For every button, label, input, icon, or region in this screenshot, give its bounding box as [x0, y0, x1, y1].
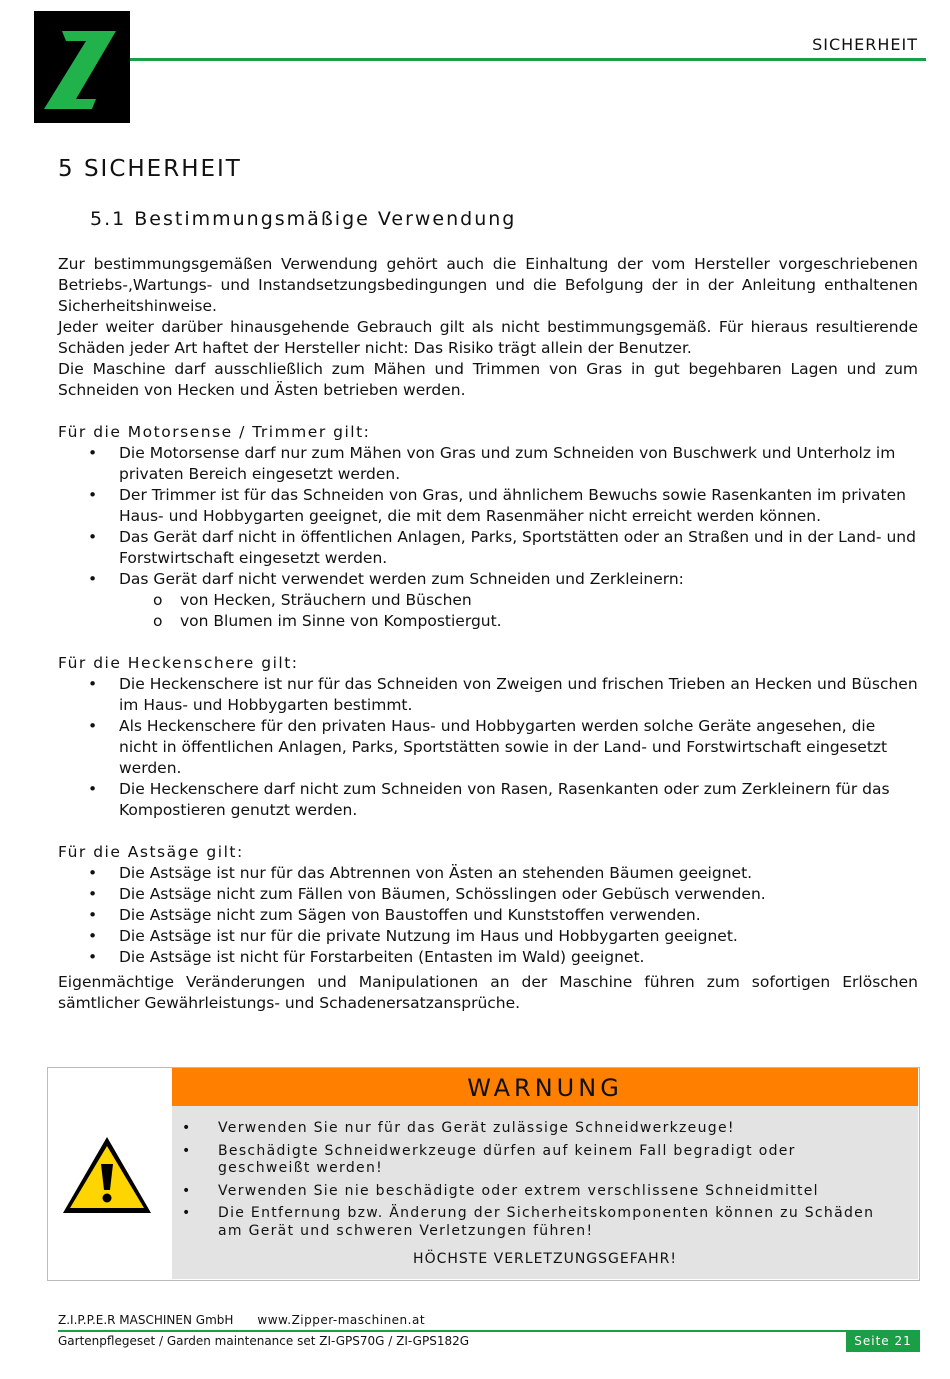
sublist-item: o von Hecken, Sträuchern und Büschen — [119, 590, 918, 611]
astsaege-list — [58, 863, 918, 968]
list-item: • Die Heckenschere darf nicht zum Schneiden von Rasen, Rasenkanten oder zum Zerkleinern für das Kompostieren genutzt werden. — [58, 779, 918, 821]
warning-triangle-icon — [60, 1134, 154, 1220]
list-item: • Die Astsäge ist nicht für Forstarbeiten (Entasten im Wald) geeignet. — [58, 947, 918, 968]
footer-divider — [58, 1330, 920, 1332]
list-item: • Die Motorsense darf nur zum Mähen von Gras und zum Schneiden von Buschwerk und Unterholz im privaten Bereich eingesetzt werden. — [58, 443, 918, 485]
footer-company-line — [58, 1313, 425, 1327]
warning-item: • Verwenden Sie nie beschädigte oder extrem verschlissene Schneidmittel — [172, 1183, 892, 1201]
warning-body — [172, 1106, 918, 1279]
subsection-heading: 5.1 Bestimmungsmäßige Verwendung — [90, 208, 517, 230]
motorsense-heading: Für die Motorsense / Trimmer gilt: — [58, 423, 371, 441]
z-logo-icon — [34, 11, 130, 123]
motorsense-list — [58, 443, 918, 632]
sublist-item: o von Blumen im Sinne von Kompostiergut. — [119, 611, 918, 632]
header-divider — [130, 58, 926, 61]
warning-item: • Verwenden Sie nur für das Gerät zulässige Schneidwerkzeuge! — [172, 1120, 892, 1138]
motorsense-sublist — [119, 590, 918, 632]
list-item — [58, 569, 918, 632]
page-number-badge: Seite 21 — [846, 1331, 920, 1352]
warning-final: HÖCHSTE VERLETZUNGSGEFAHR! — [413, 1251, 677, 1267]
list-item: • Als Heckenschere für den privaten Haus- und Hobbygarten werden solche Geräte angesehen, die nicht in öffentlichen Anlagen, Parks, Sportstätten sowie in der Land- und Forstwirtschaft eingesetzt werden. — [58, 716, 918, 779]
warning-list — [172, 1120, 892, 1245]
heckenschere-list — [58, 674, 918, 821]
section-heading: 5 SICHERHEIT — [58, 156, 242, 182]
footer-url[interactable]: www.Zipper-maschinen.at — [257, 1313, 426, 1327]
warning-item: • Beschädigte Schneidwerkzeuge dürfen auf keinem Fall begradigt oder geschweißt werden! — [172, 1143, 892, 1178]
footer-product: Gartenpflegeset / Garden maintenance set ZI-GPS70G / ZI-GPS182G — [58, 1334, 470, 1348]
list-item: • Die Astsäge ist nur für das Abtrennen von Ästen an stehenden Bäumen geeignet. — [58, 863, 918, 884]
header-title: SICHERHEIT — [812, 35, 918, 54]
zipper-logo — [34, 11, 130, 123]
intro-paragraph: Die Maschine darf ausschließlich zum Mähen und Trimmen von Gras in gut begehbaren Lagen und zum Schneiden von Hecken und Ästen betrieben werden. — [58, 360, 918, 399]
list-item-text: Das Gerät darf nicht verwendet werden zum Schneiden und Zerkleinern: — [119, 570, 684, 588]
intro-paragraph: Zur bestimmungsgemäßen Verwendung gehört auch die Einhaltung der vom Hersteller vorgeschriebenen Betriebs-,Wartungs- und Instandsetzungsbedingungen und die Befolgung der in der Anleitung enthaltenen Sicherheitshinweise. — [58, 255, 918, 315]
list-item: • Die Astsäge nicht zum Sägen von Baustoffen und Kunststoffen verwenden. — [58, 905, 918, 926]
warning-box — [47, 1067, 920, 1281]
warning-item: • Die Entfernung bzw. Änderung der Sicherheitskomponenten können zu Schäden am Gerät und schweren Verletzungen führen! — [172, 1205, 892, 1240]
warning-title: WARNUNG — [172, 1068, 918, 1106]
list-item: • Die Heckenschere ist nur für das Schneiden von Zweigen und frischen Trieben an Hecken und Büschen im Haus- und Hobbygarten bestimmt. — [58, 674, 918, 716]
list-item: • Das Gerät darf nicht in öffentlichen Anlagen, Parks, Sportstätten oder an Straßen und in der Land- und Forstwirtschaft eingesetzt werden. — [58, 527, 918, 569]
heckenschere-heading: Für die Heckenschere gilt: — [58, 654, 299, 672]
astsaege-heading: Für die Astsäge gilt: — [58, 843, 244, 861]
footer-company: Z.I.P.P.E.R MASCHINEN GmbH — [58, 1313, 234, 1327]
list-item: • Die Astsäge nicht zum Fällen von Bäumen, Schösslingen oder Gebüsch verwenden. — [58, 884, 918, 905]
intro-paragraph: Jeder weiter darüber hinausgehende Gebrauch gilt als nicht bestimmungsgemäß. Für hieraus resultierende Schäden jeder Art haftet der Hersteller nicht: Das Risiko trägt allein der Benutzer. — [58, 318, 918, 357]
list-item: • Die Astsäge ist nur für die private Nutzung im Haus und Hobbygarten geeignet. — [58, 926, 918, 947]
list-item: • Der Trimmer ist für das Schneiden von Gras, und ähnlichem Bewuchs sowie Rasenkanten im privaten Haus- und Hobbygarten geeignet, die mit dem Rasenmäher nicht erreicht werden können. — [58, 485, 918, 527]
closing-paragraph: Eigenmächtige Veränderungen und Manipulationen an der Maschine führen zum sofortigen Erlöschen sämtlicher Gewährleistungs- und Schadenersatzansprüche. — [58, 973, 918, 1012]
main-content — [58, 254, 918, 1014]
